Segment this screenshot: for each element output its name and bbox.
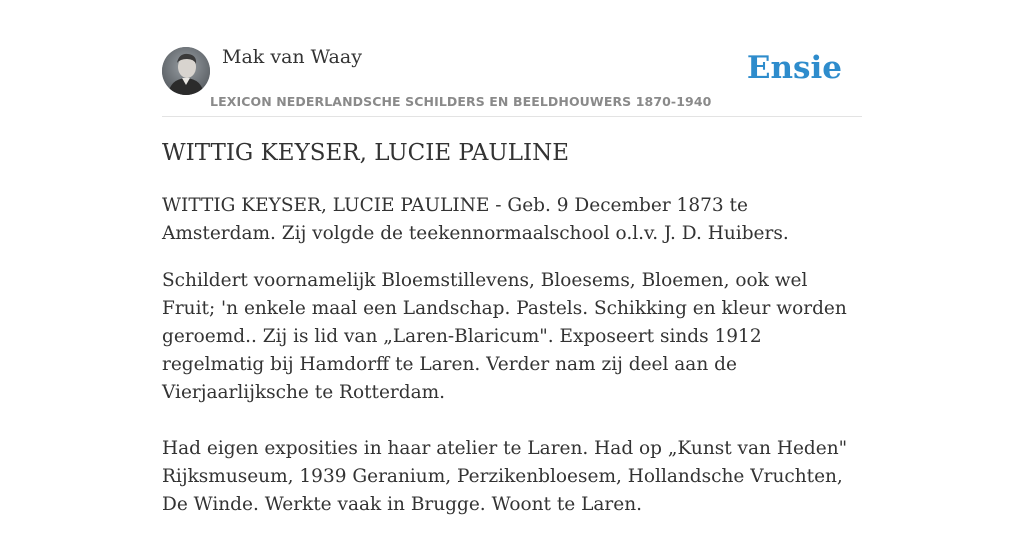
page-container <box>162 0 862 515</box>
avatar[interactable] <box>162 47 210 95</box>
author-name[interactable]: Mak van Waay <box>222 46 362 68</box>
source-title[interactable]: LEXICON NEDERLANDSCHE SCHILDERS EN BEELDHOUWERS 1870-1940 <box>210 94 712 109</box>
paragraph-spacer <box>162 407 862 435</box>
paragraph: WITTIG KEYSER, LUCIE PAULINE - Geb. 9 December 1873 te Amsterdam. Zij volgde de teekennormaalschool o.l.v. J. D. Huibers. <box>162 195 789 244</box>
page-title: WITTIG KEYSER, LUCIE PAULINE <box>162 140 570 166</box>
paragraph: Schildert voornamelijk Bloemstillevens, Bloesems, Bloemen, ook wel Fruit; 'n enkele maal een Landschap. Pastels. Schikking en kleur worden geroemd.. Zij is lid van „Laren-Blaricum". Exposeert sinds 1912 regelmatig bij Hamdorff te Laren. Verder nam zij deel aan de Vierjaarlijksche te Rotterdam. <box>162 270 847 403</box>
header <box>162 0 862 117</box>
brand-logo[interactable]: Ensie <box>746 50 842 86</box>
portrait-image <box>162 47 210 95</box>
paragraph: Had eigen exposities in haar atelier te Laren. Had op „Kunst van Heden" Rijksmuseum, 1939 Geranium, Perzikenbloesem, Hollandsche Vruchten, De Winde. Werkte vaak in Brugge. Woont te Laren. <box>162 438 848 515</box>
article-body <box>162 192 862 538</box>
